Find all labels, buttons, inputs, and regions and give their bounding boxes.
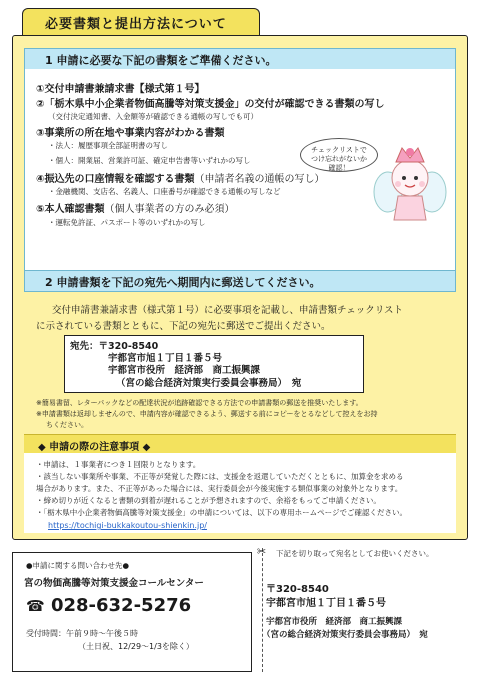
item-3-label: ③事業所の所在地や事業内容がわかる書類 (36, 128, 225, 139)
section1-heading: 1 申請に必要な下記の書類をご準備ください。 (24, 48, 456, 70)
address-line-1: 宇都宮市旭１丁目１番５号 (108, 353, 223, 364)
section2-heading: 2 申請書類を下記の宛先へ期間内に郵送してください。 (24, 270, 456, 292)
label-address-line-2: 宇都宮市役所 経済部 商工振興課 (266, 617, 403, 627)
label-postal: 〒320-8540 (266, 584, 329, 595)
section2-note-1: ※簡易書留、レターパックなどの配達状況が追跡確認できる方法での申請書類の郵送を推奨いたします。 (36, 399, 363, 407)
item-3-sub-1: ・法人：履歴事項全部証明書の写し (48, 141, 168, 150)
caution-line-4: ・締め切りが近くなると書類の到着が遅れることが予想されますので、余裕をもってご申請ください。 (36, 496, 381, 505)
section2-paragraph-line-1: 交付申請書兼請求書（様式第１号）に必要事項を記載し、申請書類チェックリスト (52, 305, 404, 316)
item-1-label: ①交付申請書兼請求書【様式第１号】 (36, 84, 205, 95)
closed-days: （土日祝、12/29～1/3を除く） (78, 642, 194, 651)
caution-line-5: ・「栃木県中小企業者物価高騰等対策支援金」の申請については、以下の専用ホームページでご確認ください。 (36, 508, 407, 517)
item-5-label-main: ⑤本人確認書類 (36, 204, 105, 215)
caution-line-3: 場合があります。また、不正等があった場合には、実行委員会が今後実施する類似事業の対象外となります。 (36, 484, 403, 493)
section2-note-2: ※申請書類は返却しませんので、申請内容が確認できるよう、郵送する前にコピーをとるなどして控えをお持 (36, 410, 378, 418)
call-center-name: 宮の物価高騰等対策支援金コールセンター (24, 578, 204, 589)
item-3-sub-2: ・個人：開業届、営業許可証、確定申告書等いずれかの写し (48, 156, 251, 165)
item-5-label (36, 200, 234, 215)
item-5-label-suffix: （個人事業者の方のみ必須） (104, 204, 235, 215)
checklist-speech-bubble (300, 138, 378, 172)
item-4-sub: ・金融機関、支店名、名義人、口座番号が確認できる通帳の写しなど (48, 187, 281, 196)
cut-instruction: 下記を切り取って宛名としてお使いください。 (276, 549, 434, 558)
phone-icon: ☎ (26, 597, 45, 615)
scissors-icon: ✂ (257, 545, 267, 558)
label-address-line-1: 宇都宮市旭１丁目１番５号 (266, 598, 386, 609)
caution-line-1: ・申請は、１事業者につき１回限りとなります。 (36, 460, 201, 469)
hours-value: 午前９時～午後５時 (66, 629, 138, 638)
page-title: 必要書類と提出方法について (22, 8, 260, 36)
item-4-label-main: ④振込先の口座情報を確認する書類 (36, 174, 195, 185)
item-4-label-suffix: （申請者名義の通帳の写し） (194, 174, 325, 185)
hours-line (26, 628, 138, 639)
address-prefix: 宛先： (70, 341, 99, 352)
address-line-3: （宮の総合経済対策実行委員会事務局） 宛 (116, 378, 302, 389)
section2-paragraph-line-2: に示されている書類とともに、下記の宛先に郵送でご提出ください。 (36, 321, 331, 332)
address-postal: 〒320-8540 (98, 341, 159, 352)
item-5-sub: ・運転免許証、パスポート等のいずれかの写し (48, 218, 206, 227)
contact-intro: ●申請に関する問い合わせ先● (26, 561, 130, 570)
mascot-fairy-icon (370, 140, 450, 230)
label-address-line-3: （宮の総合経済対策実行委員会事務局） 宛 (262, 630, 428, 640)
phone-number-text: 028-632-5276 (50, 595, 192, 616)
hours-label: 受付時間： (26, 629, 66, 638)
section2-note-3: ちください。 (46, 421, 88, 429)
address-line-2: 宇都宮市役所 経済部 商工振興課 (108, 365, 261, 376)
website-link[interactable]: https://tochigi-bukkakoutou-shienkin.jp/ (48, 521, 207, 530)
item-2-sub: （交付決定通知書、入金額等が確認できる通帳の写しでも可） (48, 112, 258, 121)
cut-line (262, 548, 470, 672)
item-2-label: ②「栃木県中小企業者物価高騰等対策支援金」の交付が確認できる書類の写し (36, 99, 385, 110)
caution-line-2: ・該当しない事業所や事業、不正等が発覚した際には、支援金を返還していただくとともに、加算金を求める (36, 472, 404, 481)
bubble-text: チェックリストで つけ忘れがないか 確認！ (311, 146, 367, 173)
phone-number (26, 595, 191, 616)
cautions-heading: ◆ 申請の際の注意事項 ◆ (24, 434, 456, 454)
item-4-label (36, 170, 324, 185)
